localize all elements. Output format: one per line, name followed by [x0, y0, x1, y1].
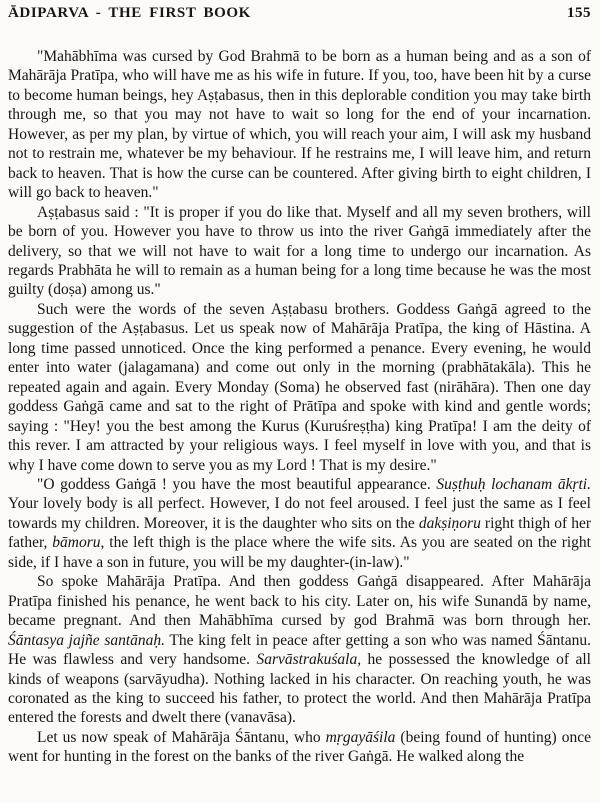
text-run-italic: Sarvāstrakuśala,	[256, 651, 362, 669]
paragraph	[8, 203, 591, 300]
paragraph	[8, 475, 591, 572]
text-run-italic: bāmoru	[52, 534, 101, 552]
text-run: (being found of hunting) once went for hunting in the forest on the banks of the river Gaṅgā. He walked along the	[8, 728, 591, 766]
text-run: "Mahābhīma was cursed by God Brahmā to be born as a human being and as a son of Mahārāja Pratīpa, who will have me as his wife in future. If you, too, have been hit by a curse to become human beings, hey Aṣṭabasus, then in this deplorable condition you may take birth through me, so that you may not have to wait so long for the end of your incarnation. However, as per my plan, by virtue of which, you will reach your aim, I will ask my husband not to restrain me, whatever be my behaviour. If he restrains me, I will leave him, and return back to heaven. That is how the curse can be countered. After giving birth to eight children, I will go back to heaven."	[8, 48, 591, 202]
text-run: So spoke Mahārāja Pratīpa. And then goddess Gaṅgā disappeared. After Mahārāja Pratīpa finished his penance, he went back to his city. Later on, his wife Sunandā by name, became pregnant. And then Mahābhīma cursed by god Brahmā was born through her.	[8, 573, 591, 630]
paragraph	[8, 300, 591, 475]
text-run: The king felt in peace after getting a son who was named Śāntanu. He was flawless and very handsome.	[8, 631, 591, 669]
text-run: "O goddess Gaṅgā ! you have the most beautiful appearance.	[37, 475, 437, 493]
text-run-italic: mṛgayāśila	[325, 728, 396, 746]
paragraph	[8, 728, 591, 767]
page-header	[8, 5, 591, 22]
text-run-italic: Śāntasya jajñe santānaḥ.	[8, 631, 166, 649]
text-run-italic: dakṣiṇoru	[418, 514, 481, 532]
paragraph	[8, 572, 591, 728]
text-run: right thigh of her father,	[8, 514, 592, 552]
text-run: he possessed the knowledge of all kinds of weapons (sarvāyudha). Nothing lacked in his character. On reaching youth, he was coronated as the king to succeed his father, to protect the world. And then Mahārāja Pratīpa entered the forests and dwelt there (vanavāsa).	[8, 651, 591, 727]
text-run: Aṣṭabasus said : "It is proper if you do like that. Myself and all my seven brothers, will be born of you. However you have to throw us into the river Gaṅgā immediately after the delivery, so that we will not have to wait for a long time to undergo our incarnation. As regards Prabhāta he will to remain as a human being for a long time because he was the most guilty (doṣa) among us."	[8, 203, 591, 299]
body-text	[8, 47, 591, 767]
text-run: Your lovely body is all perfect. However, I do not feel aroused. I feel just the same as I feel towards my children. Moreover, it is the daughter who sits on the	[8, 495, 591, 532]
page-number: 155	[567, 5, 591, 21]
text-run: Such were the words of the seven Aṣṭabasu brothers. Goddess Gaṅgā agreed to the suggestion of the Aṣṭabasus. Let us speak now of Mahārāja Pratīpa, the king of Hāstina. A long time passed unnoticed. Once the king performed a penance. Every evening, he would enter into water (jalagamana) and come out only in the morning (prabhātakāla). This he repeated again and again. Every Monday (Soma) he observed fast (nirāhāra). Then one day goddess Gaṅgā came and sat to the right of Prātīpa and spoke with kind and gentle words; saying : "Hey! you the best among the Kurus (Kuruśreṣṭha) king Pratīpa! I am the deity of this rever. I am attracted by your religious ways. I feel myself in love with you, and that is why I have come down to serve you as my Lord ! That is my desire."	[8, 300, 591, 474]
text-run: Let us now speak of Mahārāja Śāntanu, who	[37, 728, 326, 746]
running-title: ĀDIPARVA - THE FIRST BOOK	[8, 5, 251, 21]
text-run: , the left thigh is the place where the wife sits. As you are seated on the right side, if I have a son in future, you will be my daughter-(in-law)."	[8, 534, 591, 571]
text-run-italic: Suṣṭhuḥ lochanam ākṛti.	[436, 475, 591, 493]
paragraph	[8, 47, 591, 203]
